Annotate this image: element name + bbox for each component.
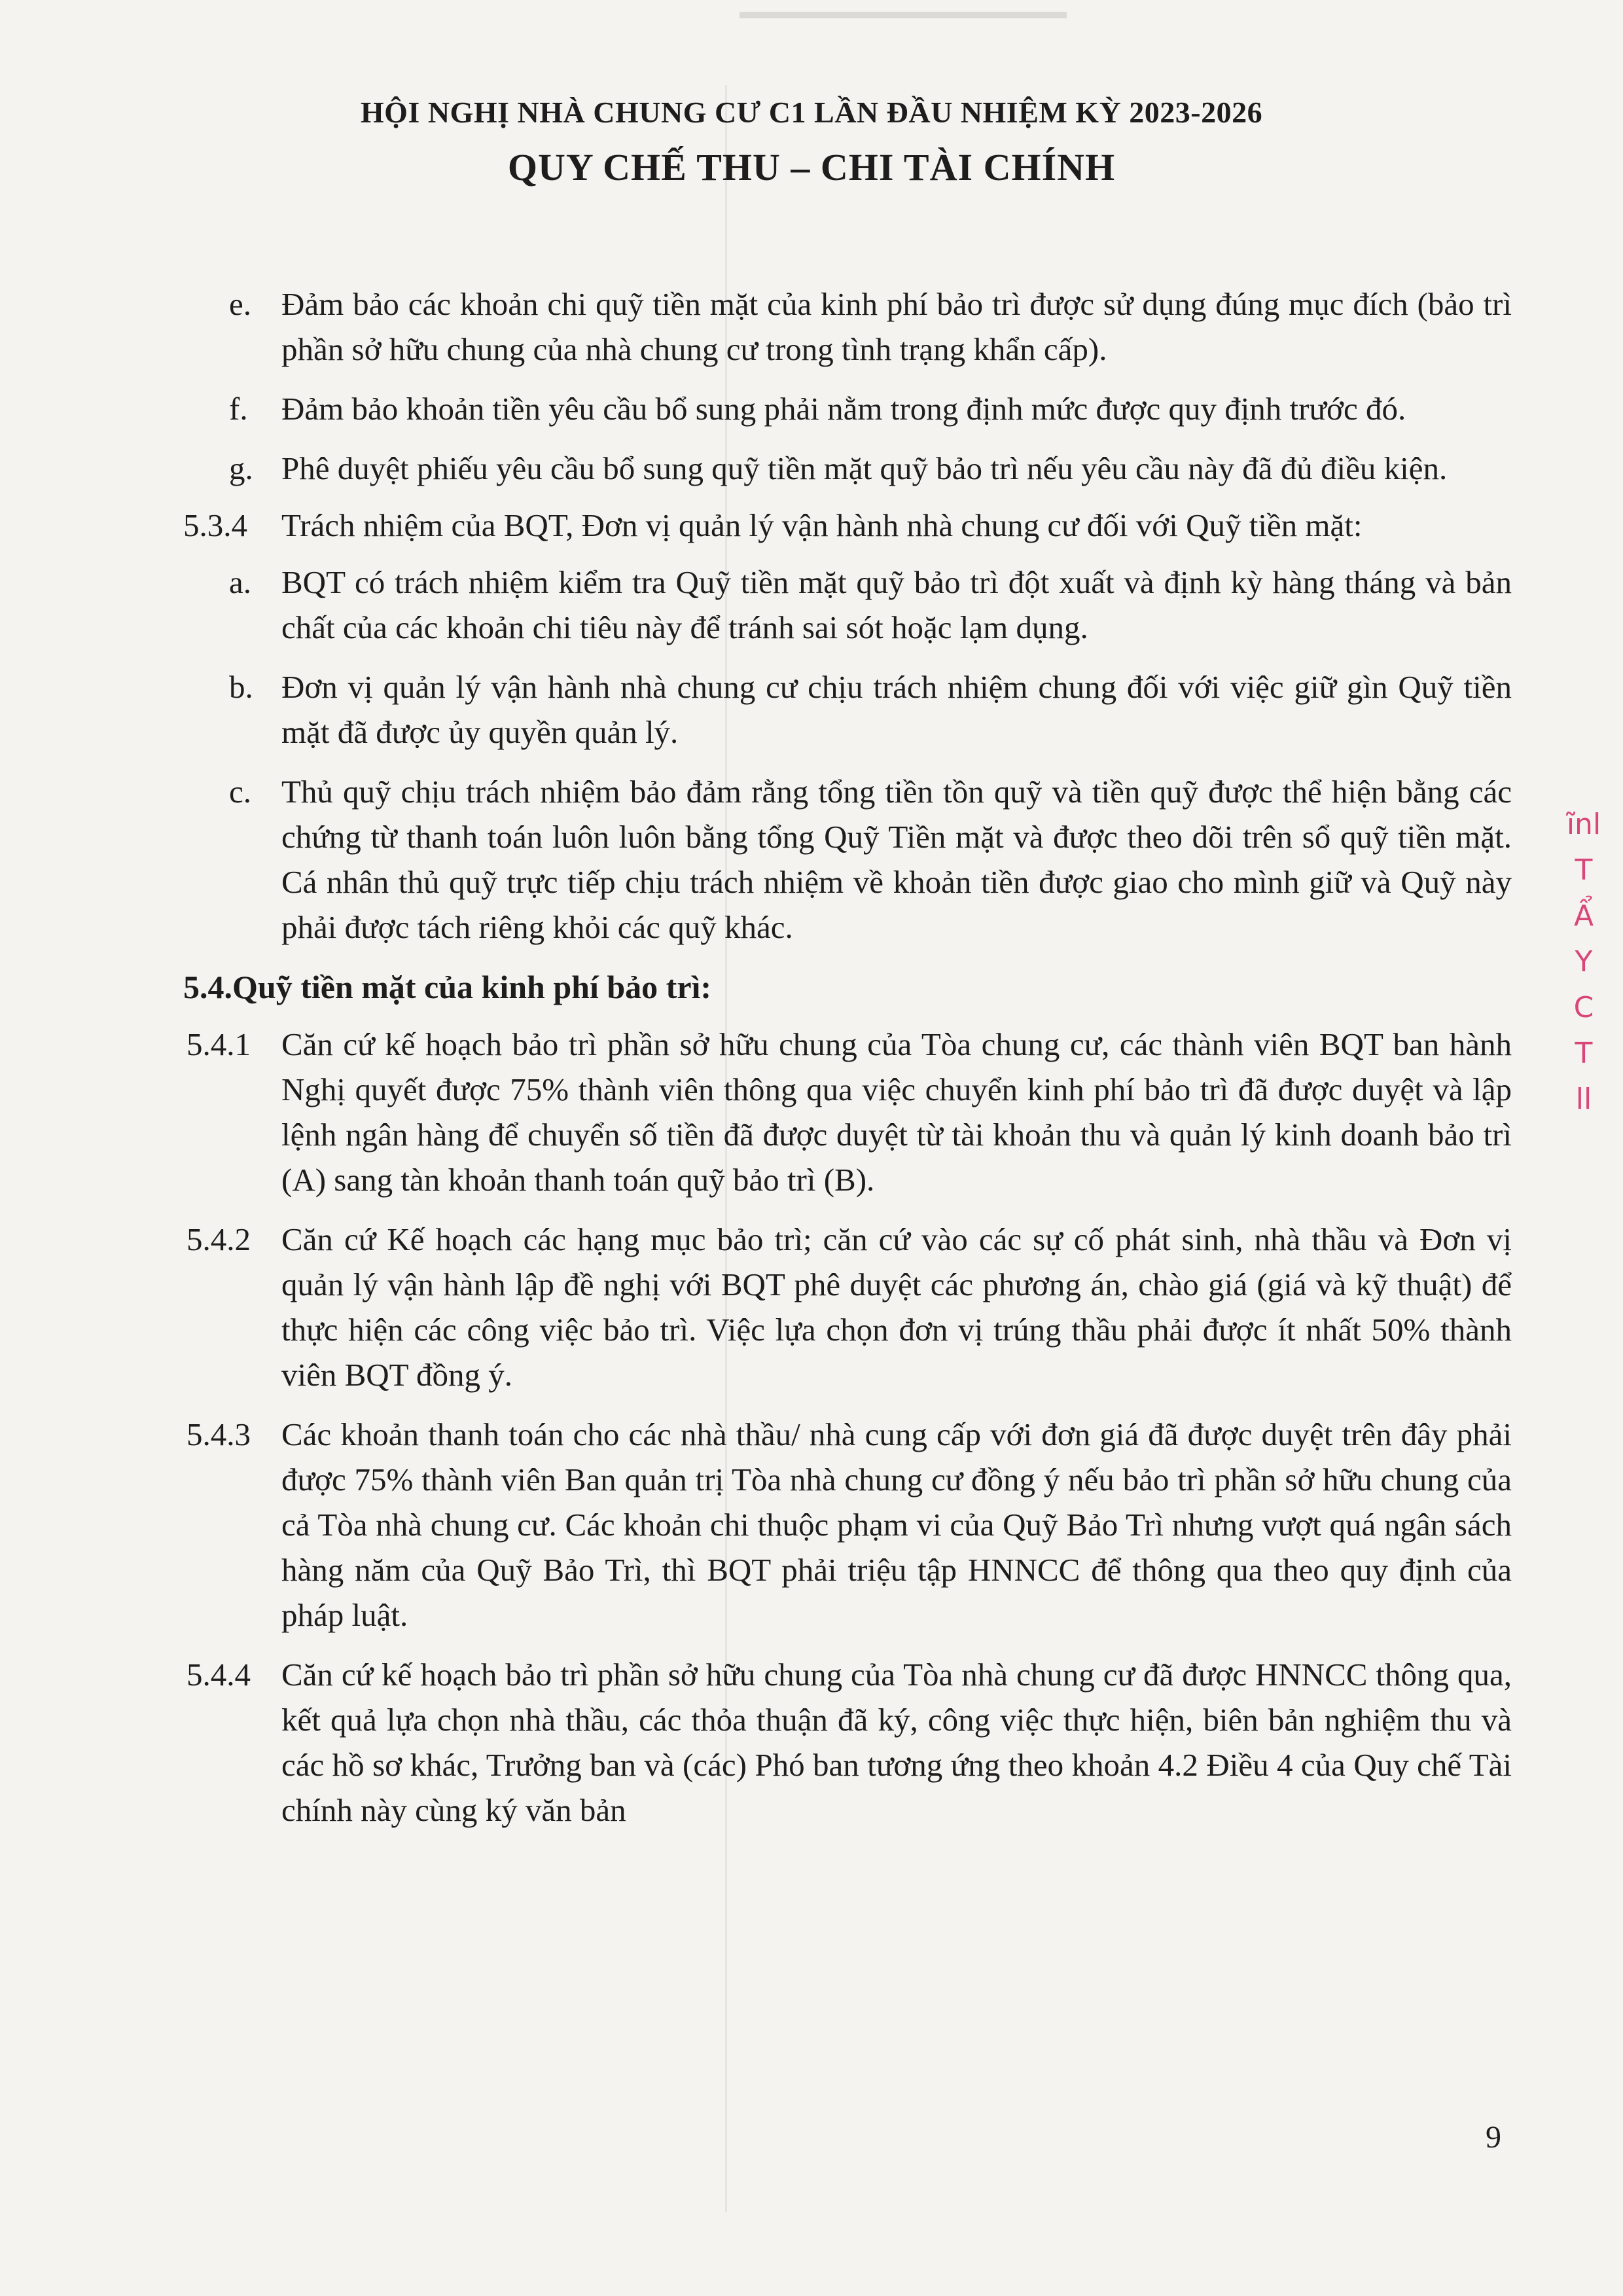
list-item-e [229, 281, 1512, 372]
clause-5-4-2 [187, 1217, 1512, 1397]
list-item-text: Đơn vị quản lý vận hành nhà chung cư chịu trách nhiệm chung đối với việc giữ gìn Quỹ tiền mặt đã được ủy quyền quản lý. [281, 669, 1512, 750]
clause-label: 5.4.1 [187, 1026, 251, 1062]
stamp-char: C [1573, 991, 1594, 1024]
clause-text: Căn cứ kế hoạch bảo trì phần sở hữu chung của Tòa chung cư, các thành viên BQT ban hành Nghị quyết được 75% thành viên thông qua việc chuyển kinh phí bảo trì đã được duyệt và lập lệnh ngân hàng để chuyển số tiền đã được duyệt từ tài khoản thu và quản lý kinh doanh bảo trì (A) sang tàn khoản thanh toán quỹ bảo trì (B). [281, 1026, 1512, 1198]
list-item-b [229, 664, 1512, 755]
section-heading-5-4: 5.4.Quỹ tiền mặt của kinh phí bảo trì: [183, 969, 712, 1005]
clause-5-3-4 [183, 503, 1512, 548]
list-item-f [229, 386, 1512, 431]
document-header-subtitle: QUY CHẾ THU – CHI TÀI CHÍNH [507, 146, 1116, 188]
clause-5-4-1 [187, 1022, 1512, 1202]
stamp-char: Ẩ [1573, 899, 1594, 933]
list-item-label: c. [229, 774, 251, 810]
margin-stamp [1561, 802, 1607, 1116]
clause-text: Các khoản thanh toán cho các nhà thầu/ nhà cung cấp với đơn giá đã được duyệt trên đây phải được 75% thành viên Ban quản trị Tòa nhà chung cư đồng ý nếu bảo trì phần sở hữu chung của cả Tòa nhà chung cư. Các khoản chi thuộc phạm vi của Quỹ Bảo Trì nhưng vượt quá ngân sách hàng năm của Quỹ Bảo Trì, thì BQT phải triệu tập HNNCC để thông qua theo quy định của pháp luật. [281, 1416, 1512, 1633]
clause-label: 5.4.2 [187, 1221, 251, 1257]
scan-artifact [740, 12, 1067, 18]
page-number: 9 [1486, 2120, 1501, 2155]
list-item-a [229, 560, 1512, 650]
clause-label: 5.4.3 [187, 1416, 251, 1452]
list-item-text: Đảm bảo khoản tiền yêu cầu bổ sung phải nằm trong định mức được quy định trước đó. [281, 391, 1406, 427]
stamp-char: ll [1575, 1083, 1592, 1116]
list-item-label: b. [229, 669, 253, 705]
document-header-title: HỘI NGHỊ NHÀ CHUNG CƯ C1 LẦN ĐẦU NHIỆM KỲ 2023-2026 [360, 96, 1263, 129]
clause-5-4-4 [187, 1652, 1512, 1833]
stamp-char: Y [1575, 945, 1593, 978]
clause-text: Căn cứ Kế hoạch các hạng mục bảo trì; căn cứ vào các sự cố phát sinh, nhà thầu và Đơn vị quản lý vận hành lập đề nghị với BQT phê duyệt các phương án, chào giá (giá và kỹ thuật) để thực hiện các công việc bảo trì. Việc lựa chọn đơn vị trúng thầu phải được ít nhất 50% thành viên BQT đồng ý. [281, 1221, 1512, 1393]
list-item-label: g. [229, 450, 253, 486]
list-item-label: f. [229, 391, 248, 427]
list-item-text: Phê duyệt phiếu yêu cầu bổ sung quỹ tiền mặt quỹ bảo trì nếu yêu cầu này đã đủ điều kiện. [281, 450, 1448, 486]
list-item-text: BQT có trách nhiệm kiểm tra Quỹ tiền mặt quỹ bảo trì đột xuất và định kỳ hàng tháng và bản chất của các khoản chi tiêu này để tránh sai sót hoặc lạm dụng. [281, 564, 1512, 645]
clause-text: Trách nhiệm của BQT, Đơn vị quản lý vận hành nhà chung cư đối với Quỹ tiền mặt: [281, 507, 1363, 543]
list-item-label: a. [229, 564, 251, 600]
clause-text: Căn cứ kế hoạch bảo trì phần sở hữu chung của Tòa nhà chung cư đã được HNNCC thông qua, kết quả lựa chọn nhà thầu, các thỏa thuận đã ký, công việc thực hiện, biên bản nghiệm thu và các hồ sơ khác, Trưởng ban và (các) Phó ban tương ứng theo khoản 4.2 Điều 4 của Quy chế Tài chính này cùng ký văn bản [281, 1657, 1512, 1828]
list-item-text: Đảm bảo các khoản chi quỹ tiền mặt của kinh phí bảo trì được sử dụng đúng mục đích (bảo trì phần sở hữu chung của nhà chung cư trong tình trạng khẩn cấp). [281, 286, 1512, 367]
list-item-text: Thủ quỹ chịu trách nhiệm bảo đảm rằng tổng tiền tồn quỹ và tiền quỹ được thể hiện bằng các chứng từ thanh toán luôn luôn bằng tổng Quỹ Tiền mặt và được theo dõi trên sổ quỹ tiền mặt. Cá nhân thủ quỹ trực tiếp chịu trách nhiệm về khoản tiền được giao cho mình giữ và Quỹ này phải được tách riêng khỏi các quỹ khác. [281, 774, 1512, 945]
list-item-g [229, 446, 1512, 491]
clause-label: 5.4.4 [187, 1657, 251, 1693]
list-item-label: e. [229, 286, 251, 322]
clause-5-4-3 [187, 1412, 1512, 1638]
stamp-char: T [1575, 1037, 1593, 1070]
stamp-char: ĩnl [1566, 808, 1601, 841]
document-body [0, 281, 1623, 1833]
clause-label: 5.3.4 [183, 507, 247, 543]
stamp-char: T [1575, 853, 1593, 887]
list-item-c [229, 769, 1512, 950]
